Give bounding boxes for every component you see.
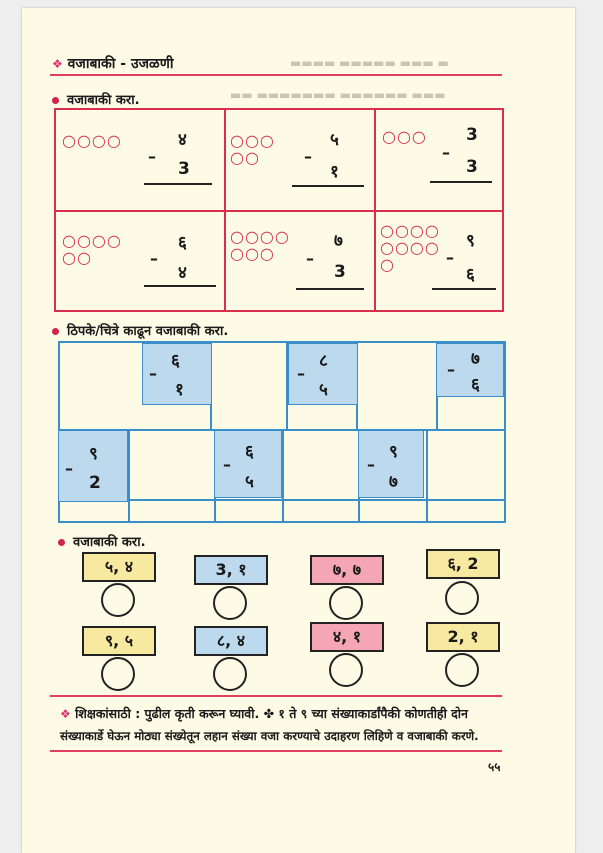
diamond-icon: ❖ [60, 707, 71, 721]
grid-line [426, 429, 428, 521]
minus-sign: – [150, 249, 158, 268]
bullet-icon [58, 539, 65, 546]
answer-circle[interactable] [329, 653, 363, 687]
circle-objects: ○○○○ ○○ [62, 231, 122, 267]
minus-sign: – [223, 455, 231, 474]
answer-circle[interactable] [101, 657, 135, 691]
minuend: ७ [471, 349, 480, 369]
problem-box [436, 343, 504, 397]
circle-objects: ○○○ ○○ [230, 131, 275, 167]
minuend: ९ [389, 442, 398, 462]
answer-line [292, 185, 364, 187]
minus-sign: – [442, 143, 450, 162]
answer-circle[interactable] [445, 653, 479, 687]
answer-line [144, 285, 216, 287]
number-pair-card: 3, १ [194, 555, 268, 585]
subtrahend: 2 [89, 473, 101, 493]
number-pair-card: ९, ५ [82, 626, 156, 656]
minuend: 3 [466, 125, 478, 145]
subtrahend: 3 [334, 262, 346, 282]
answer-circle[interactable] [329, 586, 363, 620]
circle-objects: ○○○○ ○○○ [230, 227, 290, 263]
subtrahend: ६ [466, 265, 475, 285]
circle-objects: ○○○○ ○○○○ ○ [380, 221, 440, 274]
subtrahend: ५ [245, 472, 254, 492]
bullet-icon [52, 97, 59, 104]
minus-sign: – [367, 455, 375, 474]
circle-objects: ○○○ [382, 127, 427, 146]
section-header [52, 54, 173, 73]
circle-objects: ○○○○ [62, 131, 122, 150]
grid-line [128, 429, 130, 521]
subtrahend: ६ [471, 375, 480, 395]
minus-sign: – [65, 459, 73, 478]
grid-line [56, 210, 502, 212]
subtrahend: ५ [319, 380, 328, 400]
answer-line [296, 288, 364, 290]
answer-line [430, 181, 492, 183]
number-pair-card: ७, ७ [310, 555, 384, 585]
minus-sign: – [446, 248, 454, 267]
subtrahend: 3 [178, 159, 190, 179]
grid-line [282, 429, 284, 521]
number-pair-card: ५, ४ [82, 552, 156, 582]
number-pair-card: ४, १ [310, 622, 384, 652]
minus-sign: – [447, 360, 455, 379]
header-divider [50, 74, 502, 76]
answer-circle[interactable] [101, 583, 135, 617]
subtrahend: १ [175, 380, 184, 400]
subtrahend: ४ [178, 263, 187, 283]
show-through-text: ▬▬▬▬ ▬▬▬▬▬ ▬▬▬ ▬ [290, 56, 449, 70]
teacher-note-line2: संख्याकार्डे घेऊन मोठ्या संख्येतून लहान संख्या वजा करण्याचे उदाहरण लिहिणे व वजाबाकी करणे. [60, 729, 479, 743]
minuend: ४ [178, 130, 187, 150]
instruction-1: वजाबाकी करा. [52, 90, 140, 108]
minuend: ९ [89, 444, 98, 464]
minuend: ७ [334, 231, 343, 251]
minuend: ६ [178, 233, 187, 253]
problem-box [288, 343, 358, 405]
subtrahend: ७ [389, 472, 398, 492]
page-number: ५५ [488, 760, 501, 774]
number-pair-card: ६, 2 [426, 549, 500, 579]
minus-sign: – [149, 364, 157, 383]
number-pair-card: ८, ४ [194, 626, 268, 656]
diamond-icon: ❖ [52, 57, 63, 71]
minuend: ५ [330, 130, 339, 150]
page-title: वजाबाकी - उजळणी [67, 56, 174, 72]
subtrahend: 3 [466, 157, 478, 177]
minuend: ८ [319, 351, 328, 371]
answer-line [432, 288, 496, 290]
minuend: ६ [245, 442, 254, 462]
problem-box [214, 430, 282, 498]
minus-sign: – [304, 147, 312, 166]
answer-circle[interactable] [445, 581, 479, 615]
show-through-text: ▬▬ ▬▬▬▬▬▬▬ ▬▬▬▬▬▬ ▬▬▬ [230, 88, 446, 102]
minus-sign: – [306, 249, 314, 268]
answer-line [144, 183, 212, 185]
footer-divider [50, 750, 502, 752]
bullet-icon [52, 328, 59, 335]
minuend: ९ [466, 231, 475, 251]
instruction-3: वजाबाकी करा. [58, 532, 146, 550]
answer-circle[interactable] [213, 657, 247, 691]
teacher-note-line1: ❖ शिक्षकांसाठी : पुढील कृती करून घ्यावी. ✤ १ ते ९ च्या संख्याकार्डांपैकी कोणतीही दोन [60, 706, 468, 721]
footer-divider [50, 695, 502, 697]
problem-box [142, 343, 212, 405]
minuend: ६ [171, 351, 180, 371]
subtrahend: १ [330, 162, 339, 182]
problem-box [58, 430, 128, 502]
problem-box [358, 430, 424, 498]
minus-sign: – [148, 147, 156, 166]
instruction-2: ठिपके/चित्रे काढून वजाबाकी करा. [52, 321, 228, 339]
number-pair-card: 2, १ [426, 622, 500, 652]
minus-sign: – [297, 364, 305, 383]
answer-circle[interactable] [213, 586, 247, 620]
